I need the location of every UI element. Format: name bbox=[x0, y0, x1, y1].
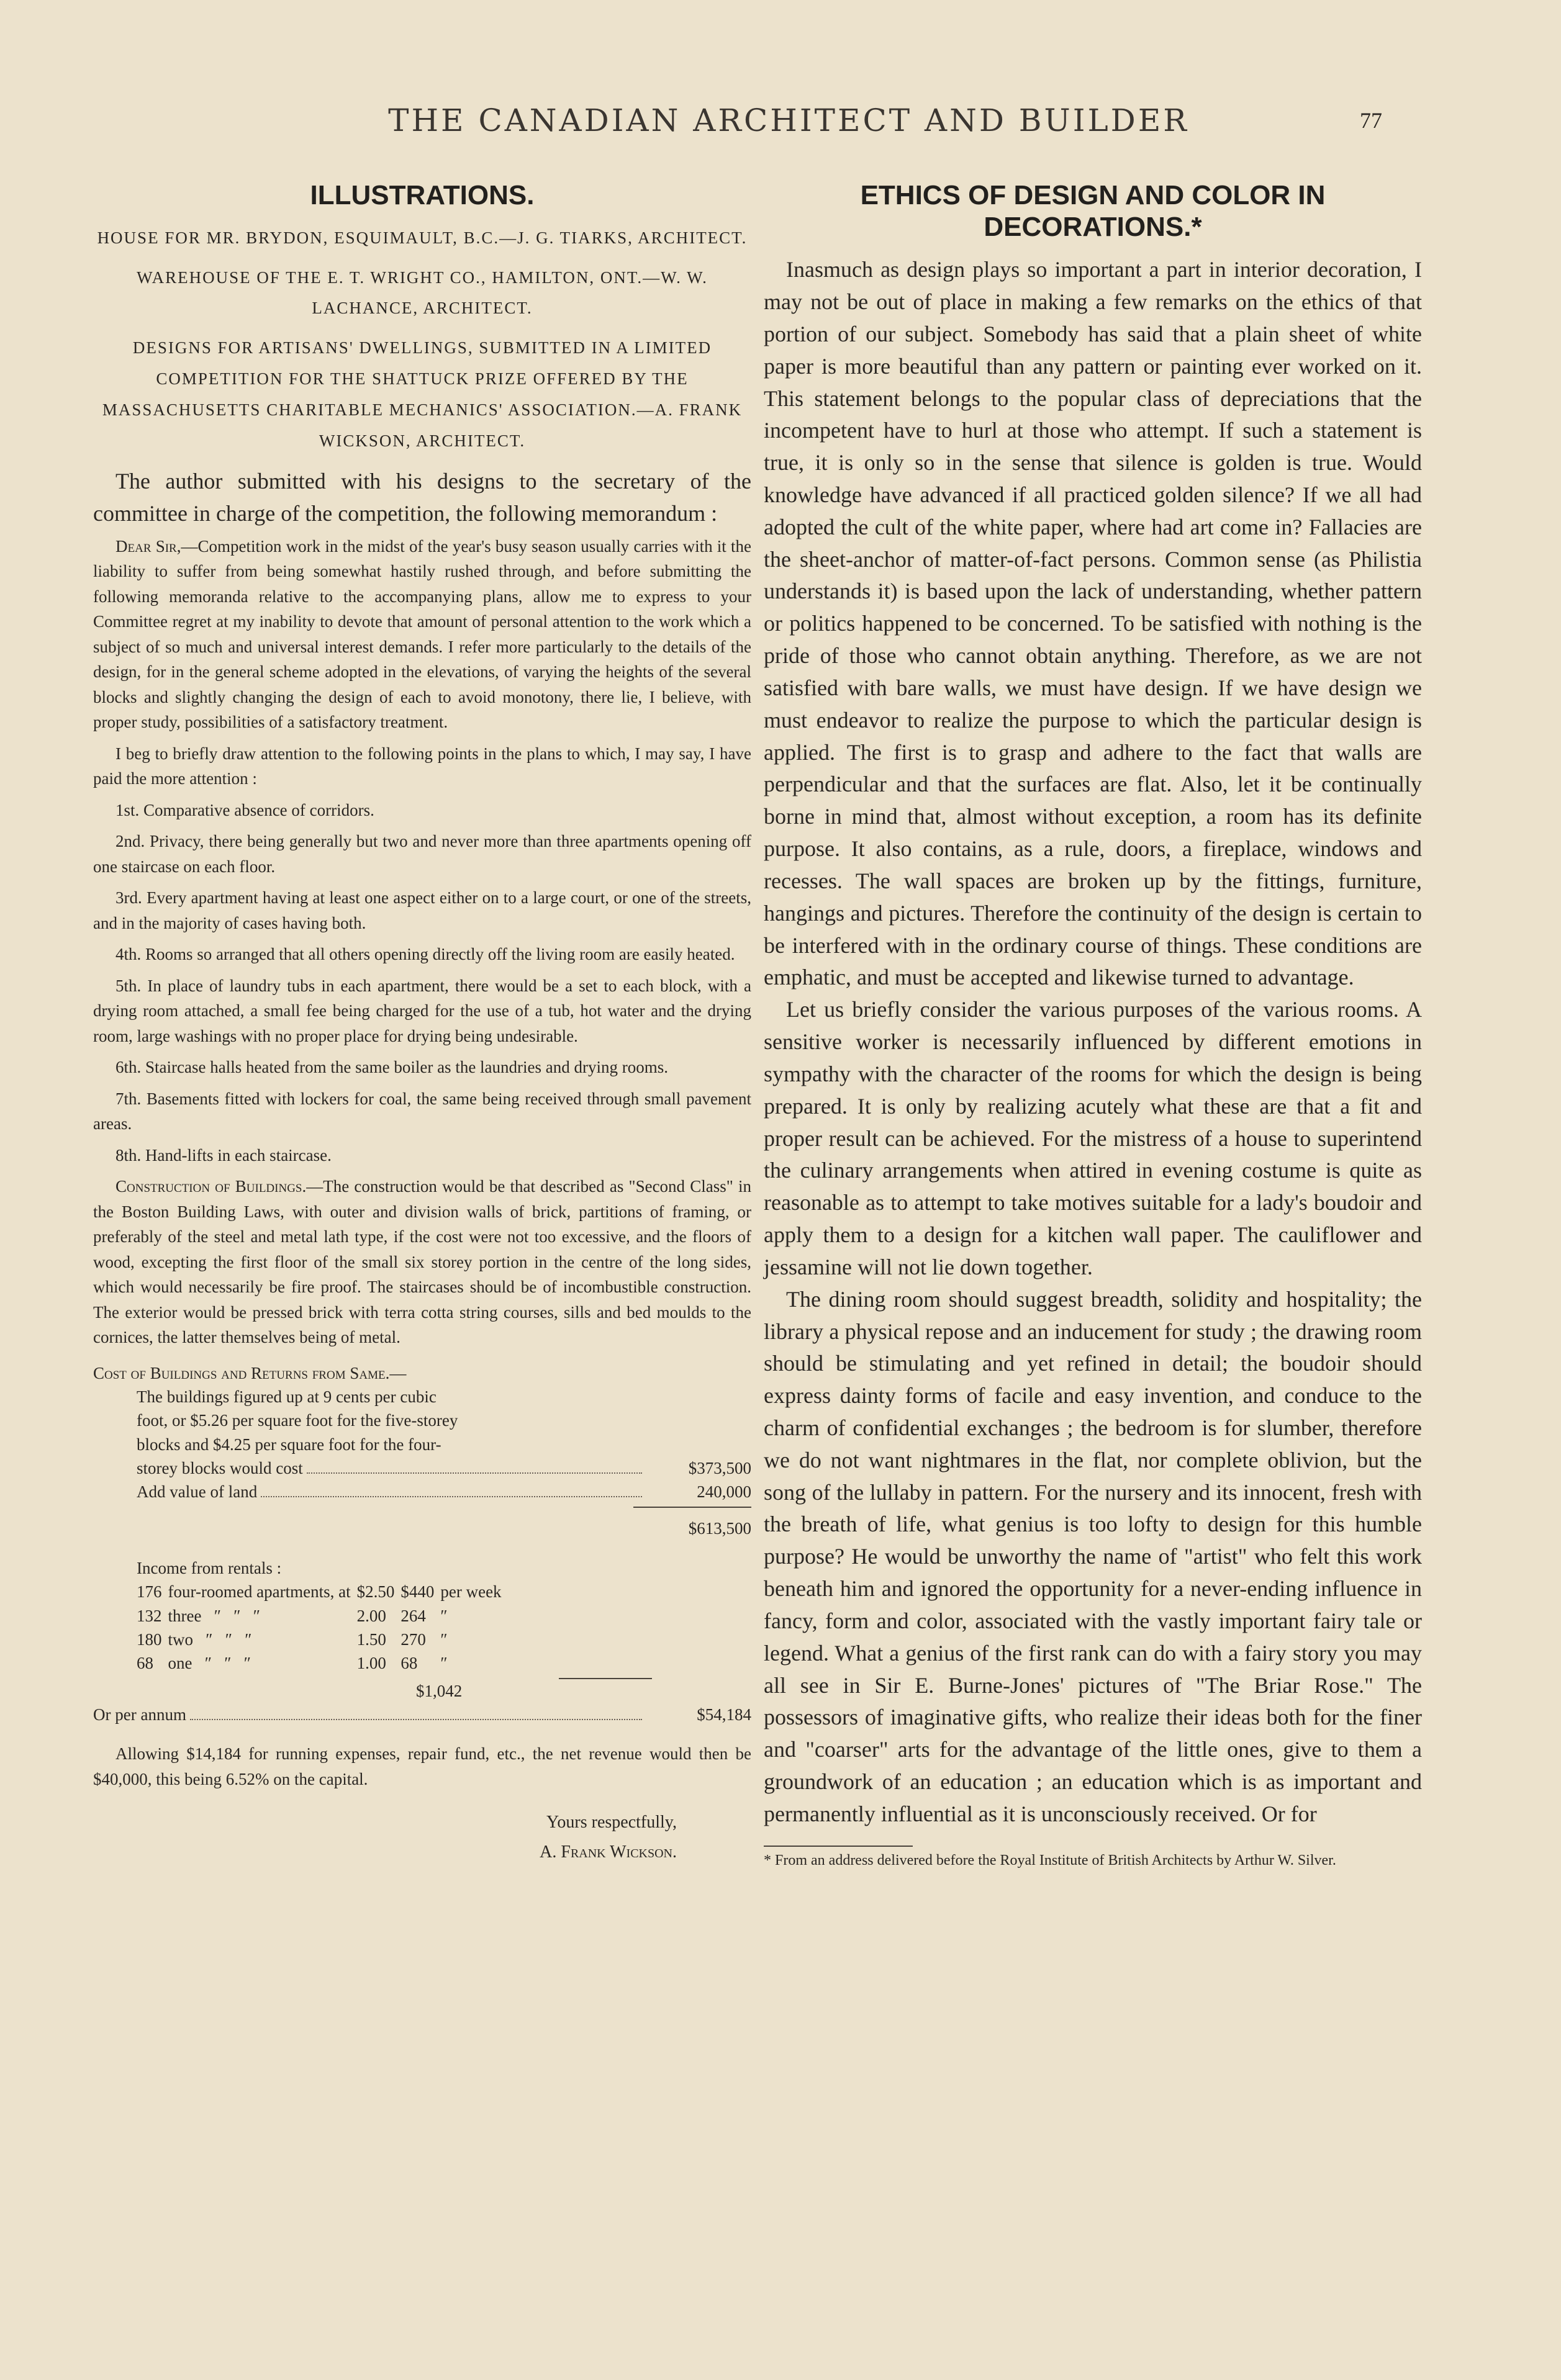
point-item: 8th. Hand-lifts in each staircase. bbox=[115, 1145, 332, 1165]
income-count: 176 bbox=[137, 1582, 162, 1602]
income-amount: $440 bbox=[400, 1582, 435, 1602]
table-row bbox=[137, 1580, 508, 1603]
income-weekly-total: $1,042 bbox=[416, 1681, 463, 1700]
income-rate: 2.00 bbox=[356, 1606, 386, 1625]
illustration-listing: HOUSE FOR MR. BRYDON, ESQUIMAULT, B.C.—J. G. TIARKS, ARCHITECT. bbox=[97, 228, 748, 247]
cost-storey-value: $373,500 bbox=[688, 1459, 751, 1478]
income-count: 68 bbox=[137, 1654, 153, 1673]
point-item: 7th. Basements fitted with lockers for coal, the same being received through small pavement areas. bbox=[93, 1089, 751, 1134]
letter-body: —Competition work in the midst of the year's busy season usually carries with it the liability to suffer from being somewhat hastily rushed through, and before submitting the following memoranda relative to the accompanying plans, allow me to express to your Committee regret at my inability to devote that amount of personal attention to the work which a subject of so much and universal interest demands. I refer more particularly to the details of the design, for in the general scheme adopted in the elevations, of varying the heights of the several blocks and slightly changing the design of each to avoid monotony, there lie, I believe, with proper study, possibilities of a satisfactory treatment. bbox=[93, 536, 751, 732]
signature: A. Frank Wickson. bbox=[540, 1842, 677, 1862]
intro-paragraph: The author submitted with his designs to the secretary of the committee in charge of the competition, the following memorandum : bbox=[93, 469, 751, 526]
cost-total: $613,500 bbox=[688, 1518, 751, 1538]
cost-land-label: Add value of land bbox=[137, 1482, 258, 1502]
income-unit: ″ bbox=[440, 1654, 448, 1673]
income-heading: Income from rentals : bbox=[137, 1559, 282, 1578]
table-row bbox=[137, 1628, 508, 1651]
income-rate: 1.50 bbox=[356, 1630, 386, 1649]
cost-land-value: 240,000 bbox=[697, 1482, 751, 1502]
table-row bbox=[137, 1651, 508, 1675]
point-item: 1st. Comparative absence of corridors. bbox=[115, 800, 374, 819]
point-item: 5th. In place of laundry tubs in each apartment, there would be a set to each block, with a drying room attached, a small fee being charged for the use of a tub, hot water and the drying room, large washings with no proper place for drying being undesirable. bbox=[93, 976, 751, 1045]
footnote: * From an address delivered before the Royal Institute of British Architects by Arthur W. Silver. bbox=[764, 1852, 1336, 1868]
signoff-block bbox=[93, 1808, 751, 1867]
illustration-listing: DESIGNS FOR ARTISANS' DWELLINGS, SUBMITTED IN A LIMITED COMPETITION FOR THE SHATTUCK PRIZE OFFERED BY THE MASSACHUSETTS CHARITABLE MECHANICS' ASSOCIATION.—A. FRANK WICKSON, ARCHITECT. bbox=[102, 338, 743, 451]
income-amount: 264 bbox=[400, 1606, 426, 1625]
illustration-listing: WAREHOUSE OF THE E. T. WRIGHT CO., HAMILTON, ONT.—W. W. LACHANCE, ARCHITECT. bbox=[137, 268, 708, 318]
article-paragraph: The dining room should suggest breadth, solidity and hospitality; the library a physical repose and an inducement for study ; the drawing room should be stimulating and yet refined in detail; the boudoir should express dainty forms of facile and easy invention, and conduce to the charm of confidential exchanges ; the bedroom is for slumber, therefore we do not want nightmares in the flat, nor complete oblivion, but the song of the lullaby in pattern. For the nursery and its innocent, fresh with the breath of life, what genius is too lofty to design for this humble purpose? He would be unworthy the name of "artist" who felt this work beneath him and ignored the opportunity for a never-ending influence in fancy, form and color, associated with the vastly important fairy tale or legend. What a genius of the first rank can do with a fairy story you may all see in Sir E. Burne-Jones' pictures of "The Briar Rose." The possessors of imaginative gifts, who realize their ideas both for the finer and "coarser" arts for the advantage of the little ones, give to them a groundwork of an education ; an education which is as important and permanently influential as it is unconsciously received. Or for bbox=[764, 1286, 1422, 1826]
income-count: 132 bbox=[137, 1606, 162, 1625]
table-row bbox=[137, 1604, 508, 1628]
right-column bbox=[764, 174, 1422, 1870]
point-item: 6th. Staircase halls heated from the same boiler as the laundries and drying rooms. bbox=[115, 1058, 668, 1077]
leader-dots bbox=[190, 1719, 642, 1720]
article-heading: ETHICS OF DESIGN AND COLOR IN DECORATIONS.* bbox=[860, 180, 1326, 242]
income-desc: four-roomed apartments, at bbox=[168, 1582, 351, 1602]
points-intro: I beg to briefly draw attention to the following points in the plans to which, I may say, I have paid the more attention : bbox=[93, 744, 751, 788]
income-amount: 270 bbox=[400, 1630, 426, 1649]
annum-value: $54,184 bbox=[697, 1705, 751, 1724]
leader-dots bbox=[307, 1472, 642, 1474]
signoff-line: Yours respectfully, bbox=[546, 1813, 677, 1832]
illustrations-heading: ILLUSTRATIONS. bbox=[310, 180, 535, 210]
left-column bbox=[93, 174, 751, 1867]
point-item: 4th. Rooms so arranged that all others opening directly off the living room are easily heated. bbox=[115, 945, 735, 964]
journal-title: THE CANADIAN ARCHITECT AND BUILDER bbox=[388, 102, 1189, 138]
leader-dots bbox=[261, 1496, 642, 1497]
income-count: 180 bbox=[137, 1630, 162, 1649]
annum-label: Or per annum bbox=[93, 1705, 186, 1724]
construction-label: Construction of Buildings. bbox=[115, 1177, 307, 1196]
income-rate: 1.00 bbox=[356, 1654, 386, 1673]
income-desc: three ″ ″ ″ bbox=[168, 1606, 260, 1625]
income-unit: ″ bbox=[440, 1630, 448, 1649]
page-number: 77 bbox=[1360, 108, 1382, 133]
footnote-rule bbox=[764, 1846, 913, 1847]
letter-paragraph bbox=[93, 534, 751, 735]
income-unit: per week bbox=[440, 1582, 502, 1602]
income-desc: two ″ ″ ″ bbox=[168, 1630, 252, 1649]
point-item: 2nd. Privacy, there being generally but two and never more than three apartments opening off one staircase on each floor. bbox=[93, 832, 751, 876]
letter-salutation: Dear Sir, bbox=[115, 536, 181, 556]
article-paragraph: Let us briefly consider the various purposes of the various rooms. A sensitive worker is necessarily influenced by different emotions in sympathy with the character of the rooms for which the design is being prepared. It is only by realizing acutely what these are that a fit and proper result can be achieved. For the mistress of a house to superintend the culinary arrangements when attired in evening costume is quite as reasonable as to attempt to take motives suitable for a lady's boudoir and apply them to a design for a kitchen wall paper. The cauliflower and jessamine will not lie down together. bbox=[764, 997, 1422, 1279]
income-table bbox=[137, 1580, 508, 1675]
cost-line: The buildings figured up at 9 cents per cubic bbox=[137, 1387, 437, 1407]
income-desc: one ″ ″ ″ bbox=[168, 1654, 251, 1673]
cost-line: blocks and $4.25 per square foot for the four- bbox=[137, 1435, 441, 1454]
cost-line: foot, or $5.26 per square foot for the five-storey bbox=[137, 1411, 458, 1430]
point-item: 3rd. Every apartment having at least one aspect either on to a large court, or one of the streets, and in the majority of cases having both. bbox=[93, 888, 751, 932]
annum-row bbox=[93, 1703, 751, 1726]
running-head bbox=[0, 102, 1561, 152]
sum-rule bbox=[633, 1507, 751, 1508]
income-rate: $2.50 bbox=[356, 1582, 395, 1602]
construction-paragraph bbox=[93, 1174, 751, 1350]
closing-paragraph: Allowing $14,184 for running expenses, repair fund, etc., the net revenue would then be $40,000, this being 6.52% on the capital. bbox=[93, 1744, 751, 1788]
income-amount: 68 bbox=[400, 1654, 418, 1673]
cost-statement bbox=[93, 1361, 751, 1727]
article-paragraph: Inasmuch as design plays so important a part in interior decoration, I may not be out of place in making a few remarks on the ethics of that portion of our subject. Somebody has said that a plain sheet of white paper is more beautiful than any pattern or painting ever worked on it. This statement belongs to the popular class of depreciations that the incompetent have to hurl at those who attempt. If such a statement is true, it is only so in the sense that silence is golden is true. Would knowledge have advanced if all practiced golden silence? If we all had adopted the cult of the white paper, where had art come in? Fallacies are the sheet-anchor of matter-of-fact persons. Common sense (as Philistia understands it) is based upon the lack of understanding, whether pattern or politics happened to be concerned. To be satisfied with nothing is the pride of those who cannot obtain anything. Therefore, as we are not satisfied with bare walls, we must have design. If we have design we must endeavor to realize the purpose to which the particular design is applied. The first is to grasp and adhere to the fact that walls are perpendicular and that the surfaces are flat. Also, let it be continually borne in mind that, almost without exception, a room has its definite purpose. It also contains, as a rule, doors, a fireplace, windows and recesses. The wall spaces are broken up by the fittings, furniture, hangings and pictures. Therefore the continuity of the design is certain to be interfered with in the ordinary course of things. These conditions are emphatic, and must be accepted and likewise turned to advantage. bbox=[764, 257, 1422, 990]
construction-text: —The construction would be that described as "Second Class" in the Boston Building Laws, with outer and division walls of brick, partitions of framing, or preferably of the steel and metal lath type, if the cost were not too excessive, and the floors of wood, excepting the first floor of the small six storey portion in the centre of the long sides, which would necessarily be fire proof. The staircases should be of incombustible construction. The exterior would be pressed brick with terra cotta string courses, sills and bed moulds to the cornices, the latter themselves being of metal. bbox=[93, 1177, 752, 1347]
income-unit: ″ bbox=[440, 1606, 448, 1625]
cost-storey-row bbox=[137, 1456, 751, 1480]
cost-land-row bbox=[137, 1480, 751, 1503]
cost-storey-label: storey blocks would cost bbox=[137, 1459, 303, 1478]
cost-heading: Cost of Buildings and Returns from Same.— bbox=[93, 1363, 407, 1382]
